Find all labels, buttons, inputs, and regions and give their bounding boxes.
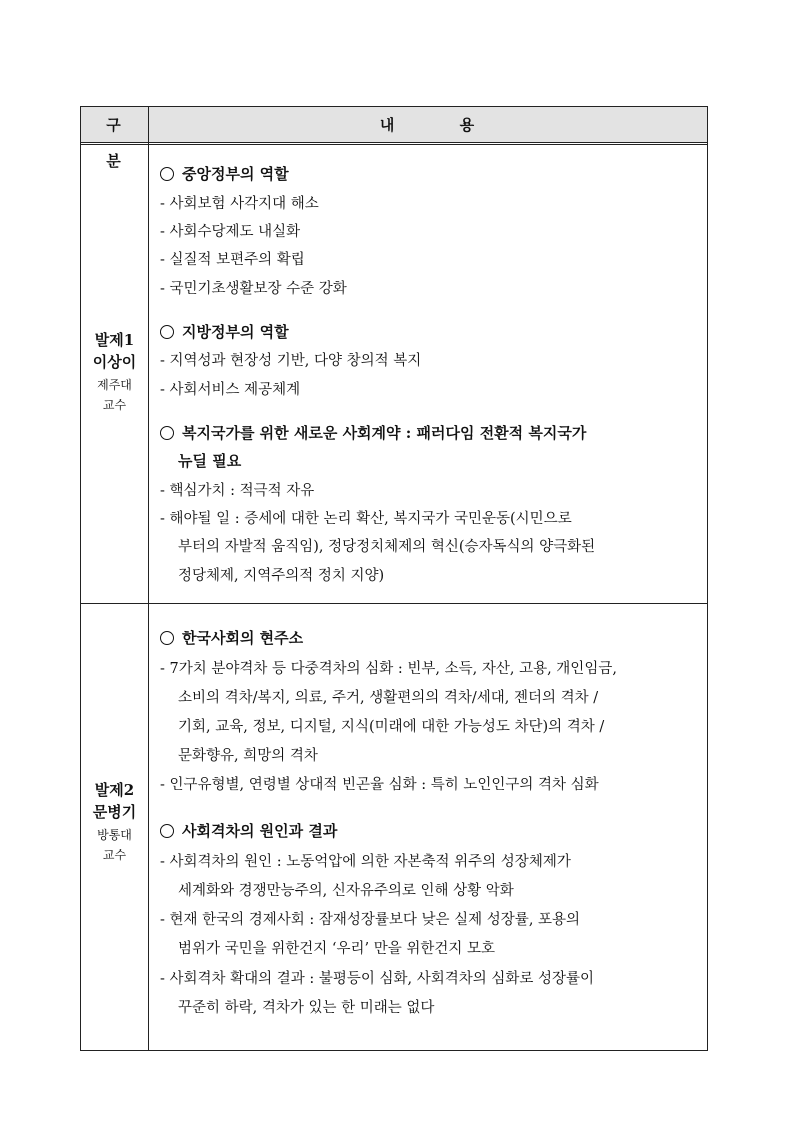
circle-bullet-icon [160, 426, 174, 440]
bullet-item: - 사회격차 확대의 결과 : 불평등이 심화, 사회격차의 심화로 성장률이 [160, 971, 595, 987]
presenter-2-label [81, 779, 148, 865]
presenter-name: 문병기 [92, 803, 137, 821]
section-heading-continued: 뉴딜 필요 [178, 452, 242, 470]
presenter-affiliation: 제주대 [97, 378, 132, 392]
presenter-affiliation: 방통대 [97, 828, 132, 842]
bullet-item-continued: 정당체제, 지역주의적 정치 지양) [178, 568, 385, 584]
presenter-role: 교수 [102, 848, 127, 862]
header-double-rule [81, 144, 707, 145]
header-content: 내 용 [379, 116, 505, 134]
bullet-item: - 사회격차의 원인 : 노동억압에 의한 자본축적 위주의 성장체제가 [160, 854, 571, 870]
presenter-number: 발제1 [94, 331, 135, 349]
column-divider [148, 107, 149, 1050]
section-heading: 중앙정부의 역할 [160, 163, 289, 184]
bullet-item-continued: 문화향유, 희망의 격차 [178, 748, 318, 764]
bullet-item: - 핵심가치 : 적극적 자유 [160, 483, 315, 499]
presenter-number: 발제2 [94, 781, 135, 799]
presenter-role: 교수 [102, 398, 127, 412]
header-category: 구 분 [106, 116, 135, 170]
section-heading: 지방정부의 역할 [160, 321, 289, 342]
row-divider [81, 603, 707, 604]
presenter-1-label [81, 329, 148, 415]
circle-bullet-icon [160, 325, 174, 339]
bullet-item: - 사회보험 사각지대 해소 [160, 196, 319, 212]
bullet-item: - 사회서비스 제공체계 [160, 382, 301, 398]
bullet-item-continued: 부터의 자발적 움직임), 정당정치체제의 혁신(승자독식의 양극화된 [178, 539, 596, 555]
section-heading: 사회격차의 원인과 결과 [160, 820, 337, 841]
circle-bullet-icon [160, 824, 174, 838]
bullet-item: - 실질적 보편주의 확립 [160, 252, 305, 268]
bullet-item-continued: 기회, 교육, 정보, 디지털, 지식(미래에 대한 가능성도 차단)의 격차 / [178, 719, 605, 735]
presenter-name: 이상이 [92, 353, 137, 371]
bullet-item: - 인구유형별, 연령별 상대적 빈곤율 심화 : 특히 노인인구의 격차 심화 [160, 777, 599, 793]
bullet-item-continued: 꾸준히 하락, 격차가 있는 한 미래는 없다 [178, 1000, 435, 1016]
circle-bullet-icon [160, 631, 174, 645]
table-header [81, 107, 707, 170]
bullet-item: - 현재 한국의 경제사회 : 잠재성장률보다 낮은 실제 성장률, 포용의 [160, 912, 581, 928]
bullet-item: - 지역성과 현장성 기반, 다양 창의적 복지 [160, 353, 422, 369]
circle-bullet-icon [160, 167, 174, 181]
content-table [80, 106, 708, 1051]
section-heading: 한국사회의 현주소 [160, 627, 303, 648]
bullet-item: - 국민기초생활보장 수준 강화 [160, 281, 347, 297]
bullet-item: - 7가치 분야격차 등 다중격차의 심화 : 빈부, 소득, 자산, 고용, 개인임금, [160, 661, 617, 677]
section-heading: 복지국가를 위한 새로운 사회계약 : 패러다임 전환적 복지국가 [160, 422, 586, 443]
bullet-item: - 해야될 일 : 증세에 대한 논리 확산, 복지국가 국민운동(시민으로 [160, 511, 572, 527]
bullet-item: - 사회수당제도 내실화 [160, 224, 301, 240]
bullet-item-continued: 소비의 격차/복지, 의료, 주거, 생활편의의 격차/세대, 젠더의 격차 / [178, 690, 599, 706]
bullet-item-continued: 범위가 국민을 위한건지 ‘우리’ 만을 위한건지 모호 [178, 941, 496, 957]
bullet-item-continued: 세계화와 경쟁만능주의, 신자유주의로 인해 상황 악화 [178, 883, 514, 899]
